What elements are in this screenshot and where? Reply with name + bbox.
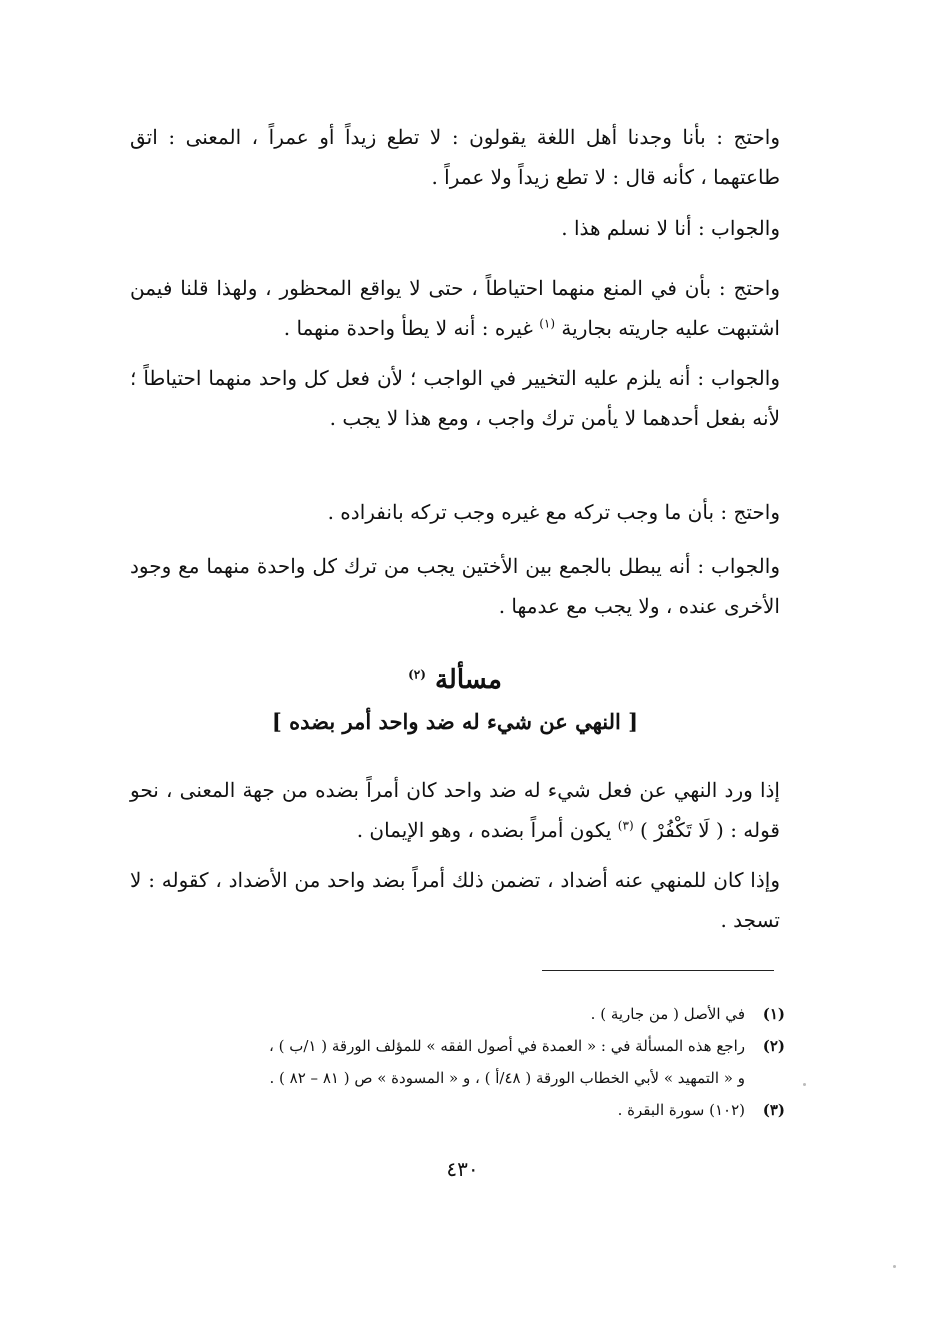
paragraph-2 — [130, 208, 780, 248]
paragraph-5-text: واحتج : بأن ما وجب تركه مع غيره وجب تركه بانفراده . — [327, 500, 780, 524]
footnote-ref-2: (٢) — [408, 667, 426, 682]
footnote-2-text: راجع هذه المسألة في : « العمدة في أصول الفقه » للمؤلف الورقة ( ١/ب ) ، — [269, 1037, 745, 1055]
footnote-3-number: (٣) — [762, 1101, 785, 1119]
paragraph-4 — [130, 358, 780, 438]
paragraph-2-text: والجواب : أنا لا نسلم هذا . — [561, 216, 780, 240]
paragraph-7-text-a: إذا ورد النهي عن فعل شيء له ضد واحد كان أمراً بضده من جهة المعنى ، نحو قوله : ( لَا تَكْفُرْ ) — [130, 778, 780, 842]
section-title — [130, 660, 780, 700]
paragraph-6-text: والجواب : أنه يبطل بالجمع بين الأختين يجب من ترك كل واحدة منهما مع وجود الأخرى عنده ، ولا يجب مع عدمها . — [130, 554, 780, 618]
footnote-2 — [125, 1030, 785, 1062]
page-number: ٤٣٠ — [446, 1157, 479, 1181]
section-subtitle — [130, 702, 780, 742]
paragraph-3 — [130, 268, 780, 348]
footnotes — [125, 998, 785, 1126]
footnote-ref-1: (١) — [539, 316, 556, 331]
footnote-1 — [125, 998, 785, 1030]
scan-speck — [893, 1265, 896, 1268]
section-title-text: مسألة — [434, 665, 502, 695]
section-subtitle-text: [ النهي عن شيء له ضد واحد أمر بضده ] — [271, 709, 639, 734]
paragraph-4-text: والجواب : أنه يلزم عليه التخيير في الواجب ؛ لأن فعل كل واحد منهما احتياطاً ؛ لأنه بفعل أحدهما لا يأمن ترك واجب ، ومع هذا لا يجب . — [130, 366, 780, 430]
paragraph-7-text-b: يكون أمراً بضده ، وهو الإيمان . — [356, 818, 612, 842]
footnote-divider — [542, 970, 774, 971]
paragraph-1-text: واحتج : بأنا وجدنا أهل اللغة يقولون : لا تطع زيداً أو عمراً ، المعنى : اتق طاعتهما ، كأنه قال : لا تطع زيداً ولا عمراً . — [130, 125, 780, 189]
footnote-1-number: (١) — [762, 1005, 785, 1023]
paragraph-6 — [130, 546, 780, 626]
footnote-2-continuation-text: و « التمهيد » لأبي الخطاب الورقة ( ٤٨/أ ) ، و « المسودة » ص ( ٨١ – ٨٢ ) . — [269, 1069, 745, 1087]
footnote-2-continuation — [125, 1062, 785, 1094]
paragraph-3-text-b: غيره : أنه لا يطأ واحدة منهما . — [283, 316, 533, 340]
paragraph-3-text-a: واحتج : بأن في المنع منهما احتياطاً ، حتى لا يواقع المحظور ، ولهذا قلنا فيمن اشتبهت عليه جاريته بجارية — [130, 276, 780, 340]
footnote-3-text: (١٠٢) سورة البقرة . — [617, 1101, 745, 1119]
paragraph-7 — [130, 770, 780, 850]
paragraph-8 — [130, 860, 780, 940]
paragraph-1 — [130, 117, 780, 197]
scan-speck — [803, 1083, 806, 1086]
footnote-3 — [125, 1094, 785, 1126]
footnote-ref-3: (٣) — [617, 818, 634, 833]
footnote-1-text: في الأصل ( من جارية ) . — [590, 1005, 745, 1023]
paragraph-5 — [130, 492, 780, 532]
footnote-2-number: (٢) — [762, 1037, 785, 1055]
paragraph-8-text: وإذا كان للمنهي عنه أضداد ، تضمن ذلك أمراً بضد واحد من الأضداد ، كقوله : لا تسجد . — [130, 868, 780, 932]
